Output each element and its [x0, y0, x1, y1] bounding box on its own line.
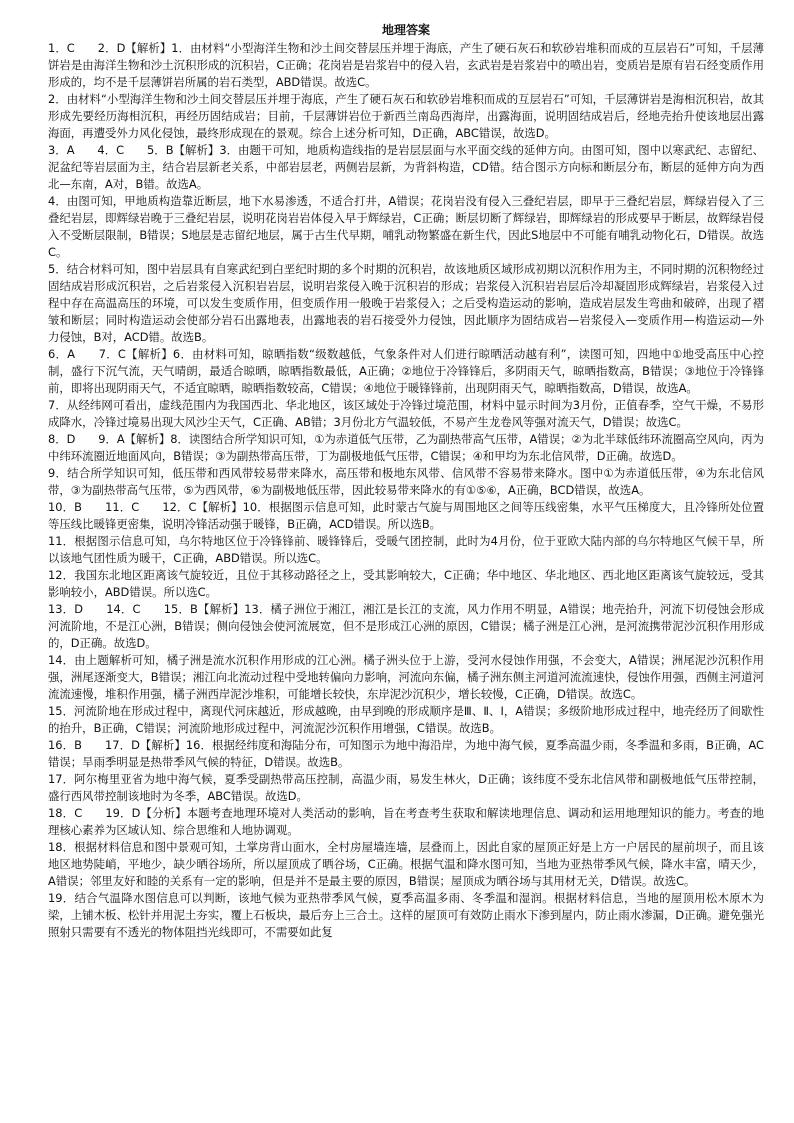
- answer-entry-18-19: 18．C 19．D【分析】本题考查地理环境对人类活动的影响，旨在考查考生获取和解读地理信息、调动和运用地理知识的能力。考查的地理核心素养为区域认知、综合思维和人地协调观。: [48, 806, 764, 837]
- answer-entry-1-2: 1．C 2．D【解析】1．由材料“小型海洋生物和沙土间交替层压并埋于海底，产生了硬石灰石和软砂岩堆积而成的互层岩石”可知，千层薄饼岩是由海洋生物和沙土沉积形成的沉积岩，C正确；花岗岩是岩浆岩中的侵入岩，玄武岩是岩浆岩中的喷出岩，变质岩是原有岩石经变质作用形成的，均不是千层薄饼岩所属的岩石类型，ABD错误。故选C。: [48, 41, 764, 89]
- answer-body: [48, 40, 764, 941]
- answer-entry-18: 18．根据材料信息和图中景观可知，土掌房背山面水，全村房屋墙连墙，层叠而上，因此自家的屋顶正好是上方一户居民的屋前坝子，而且该地区地势陡峭，平地少，缺少晒谷场所，所以屋顶成了晒谷场，C正确。根据气温和降水图可知，当地为亚热带季风气候，降水丰富，晴天少，A错误；邻里友好和睦的关系有一定的影响，但是并不是最主要的原因，B错误；屋顶成为晒谷场与其用材无关，D错误。故选C。: [48, 840, 764, 888]
- answer-entry-8-9: 8．D 9．A【解析】8．读图结合所学知识可知，①为赤道低气压带，乙为副热带高气压带，A错误；②为北半球低纬环流圈高空风向，丙为中纬环流圈近地面风向，B错误；③为副热带高压带，丁为副极地低气压带，C错误；④和甲均为东北信风带，D正确。故选D。: [48, 432, 764, 463]
- answer-entry-2: 2．由材料“小型海洋生物和沙土间交替层压并埋于海底，产生了硬石灰石和软砂岩堆积而成的互层岩石”可知，千层薄饼岩是海相沉积岩，故其形成先要经历海相沉积，再经历固结成岩；目前，千层薄饼岩位于新西兰南岛西海岸，出露海面，说明固结成岩后，经地壳抬升使该地层出露海面，再遭受外力风化侵蚀，最终形成现在的景观。综合上述分析可知，D正确，ABC错误，故选D。: [48, 92, 764, 140]
- page-title: 地理答案: [381, 23, 430, 37]
- answer-entry-16-17: 16．B 17．D【解析】16．根据经纬度和海陆分布，可知图示为地中海沿岸，为地中海气候，夏季高温少雨，冬季温和多雨，B正确，AC错误；旱雨季明显是热带季风气候的特征，D错误。故选B。: [48, 738, 764, 769]
- answer-entry-10-12: 10．B 11．C 12．C【解析】10．根据图示信息可知，此时蒙古气旋与周围地区之间等压线密集，水平气压梯度大，且冷锋所处位置等压线比暖锋更密集，说明冷锋活动强于暖锋，B正确，ACD错误。所以选B。: [48, 500, 764, 531]
- answer-entry-17: 17．阿尔梅里亚省为地中海气候，夏季受副热带高压控制，高温少雨，易发生林火，D正确；该纬度不受东北信风带和副极地低气压带控制，盛行西风带控制该地时为冬季，ABC错误。故选D。: [48, 772, 764, 803]
- answer-entry-15: 15．河流阶地在形成过程中，离现代河床越近，形成越晚，由早到晚的形成顺序是Ⅲ、Ⅱ、Ⅰ，A错误；多级阶地形成过程中，地壳经历了间歇性的抬升，B正确，C错误；河流阶地形成过程中，河流泥沙沉积作用增强，C错误。故选B。: [48, 704, 764, 735]
- answer-entry-19: 19．结合气温降水图信息可以判断，该地气候为亚热带季风气候，夏季高温多雨、冬季温和湿润。根据材料信息，当地的屋顶用松木原木为梁，上铺木板、松针并用泥土夯实，覆上石板块，最后夯上三合土。这样的屋顶可有效防止雨水下渗到屋内，防止雨水渗漏，D正确。避免强光照射只需要有不透光的物体阻挡光线即可，不需要如此复: [48, 891, 764, 939]
- answer-entry-5: 5．结合材料可知，图中岩层具有自寒武纪到白垩纪时期的多个时期的沉积岩，故该地质区域形成初期以沉积作用为主，不同时期的沉积物经过固结成岩形成沉积岩，之后岩浆侵入沉积岩岩层，说明岩浆侵入晚于沉积岩的形成；岩浆侵入沉积岩岩层后冷却凝固形成辉绿岩，岩浆侵入过程中存在高温高压的环境，可以发生变质作用，但变质作用一般晚于岩浆侵入；之后受构造运动的影响，造成岩层发生弯曲和破碎，出现了褶皱和断层；同时构造运动会使部分岩石出露地表，出露地表的岩石接受外力侵蚀，因此顺序为固结成岩—岩浆侵入—变质作用—构造运动—外力侵蚀，B对，ACD错。故选B。: [48, 262, 764, 344]
- answer-entry-3-5: 3．A 4．C 5．B【解析】3．由题干可知，地质构造线指的是岩层层面与水平面交线的延伸方向。由图可知，图中以寒武纪、志留纪、泥盆纪等岩层面为主，结合岩层新老关系，中部岩层老，两侧岩层新，为背斜构造，CD错。结合图示方向标和断层分布，断层的延伸方向为西北—东南，A对，B错。故选A。: [48, 143, 764, 191]
- answer-entry-7: 7．从经纬网可看出，虚线范围内为我国西北、华北地区，该区域处于冷锋过境范围，材料中显示时间为3月份，正值春季，空气干燥，不易形成降水，冷锋过境易出现大风沙尘天气，C正确、AB错；3月份北方气温较低，不易产生龙卷风等强对流天气，D错误；故选C。: [48, 398, 764, 429]
- answer-entry-9: 9．结合所学知识可知，低压带和西风带较易带来降水，高压带和极地东风带、信风带不容易带来降水。图中①为赤道低压带，④为东北信风带，③为副热带高气压带，⑤为西风带，⑥为副极地低压带，因此较易带来降水的有①⑤⑥，A正确，BCD错误，故选A。: [48, 466, 764, 497]
- answer-entry-6-7: 6．A 7．C【解析】6．由材料可知，晾晒指数“级数越低，气象条件对人们进行晾晒活动越有利”，读图可知，四地中①地受高压中心控制，盛行下沉气流，天气晴朗，最适合晾晒，晾晒指数最低，A正确；②地位于冷锋锋后，多阴雨天气，晾晒指数高，B错误；③地位于冷锋锋前，即将出现阴雨天气，不适宜晾晒，晾晒指数较高，C错误；④地位于暖锋锋前，出现阴雨天气，晾晒指数高，D错误，故选A。: [48, 347, 764, 395]
- answer-entry-12: 12．我国东北地区距离该气旋较近，且位于其移动路径之上，受其影响较大，C正确；华中地区、华北地区、西北地区距离该气旋较远，受其影响较小，ABD错误。所以选C。: [48, 568, 764, 599]
- answer-entry-13-15: 13．D 14．C 15．B【解析】13．橘子洲位于湘江，湘江是长江的支流，风力作用不明显，A错误；地壳抬升，河流下切侵蚀会形成河流阶地，不是江心洲，B错误；侧向侵蚀会使河流展宽，但不是形成江心洲的原因，C错误；橘子洲是江心洲，是河流携带泥沙沉积作用形成的，D正确。故选D。: [48, 602, 764, 650]
- answer-entry-14: 14．由上题解析可知，橘子洲是流水沉积作用形成的江心洲。橘子洲头位于上游，受河水侵蚀作用强，不会变大，A错误；洲尾泥沙沉积作用强，洲尾逐渐变大，B错误；湘江向北流动过程中受地转偏向力影响，河流向东偏，橘子洲东侧主河道河流流速快，侵蚀作用强，西侧主河道河流流速慢，堆积作用强，橘子洲西岸泥沙堆积，可能增长较快，东岸泥沙沉积少，增长较慢，C正确，D错误。故选C。: [48, 653, 764, 701]
- answer-entry-4: 4．由图可知，甲地质构造靠近断层，地下水易渗透，不适合打井，A错误；花岗岩没有侵入三叠纪岩层，即早于三叠纪岩层，辉绿岩侵入了三叠纪岩层，即辉绿岩晚于三叠纪岩层，说明花岗岩岩体侵入早于辉绿岩，C正确；断层切断了辉绿岩，即辉绿岩的形成要早于断层，故辉绿岩侵入不受断层限制，B错误；S地层是志留纪地层，属于古生代早期，哺乳动物繁盛在新生代，因此S地层中不可能有哺乳动物化石，D错误。故选C。: [48, 194, 764, 259]
- answer-entry-11: 11．根据图示信息可知，乌尔特地区位于冷锋锋前、暖锋锋后，受暖气团控制，此时为4月份，位于亚欧大陆内部的乌尔特地区气候干旱，所以该地气团性质为暖干，C正确，ABD错误。所以选C。: [48, 534, 764, 565]
